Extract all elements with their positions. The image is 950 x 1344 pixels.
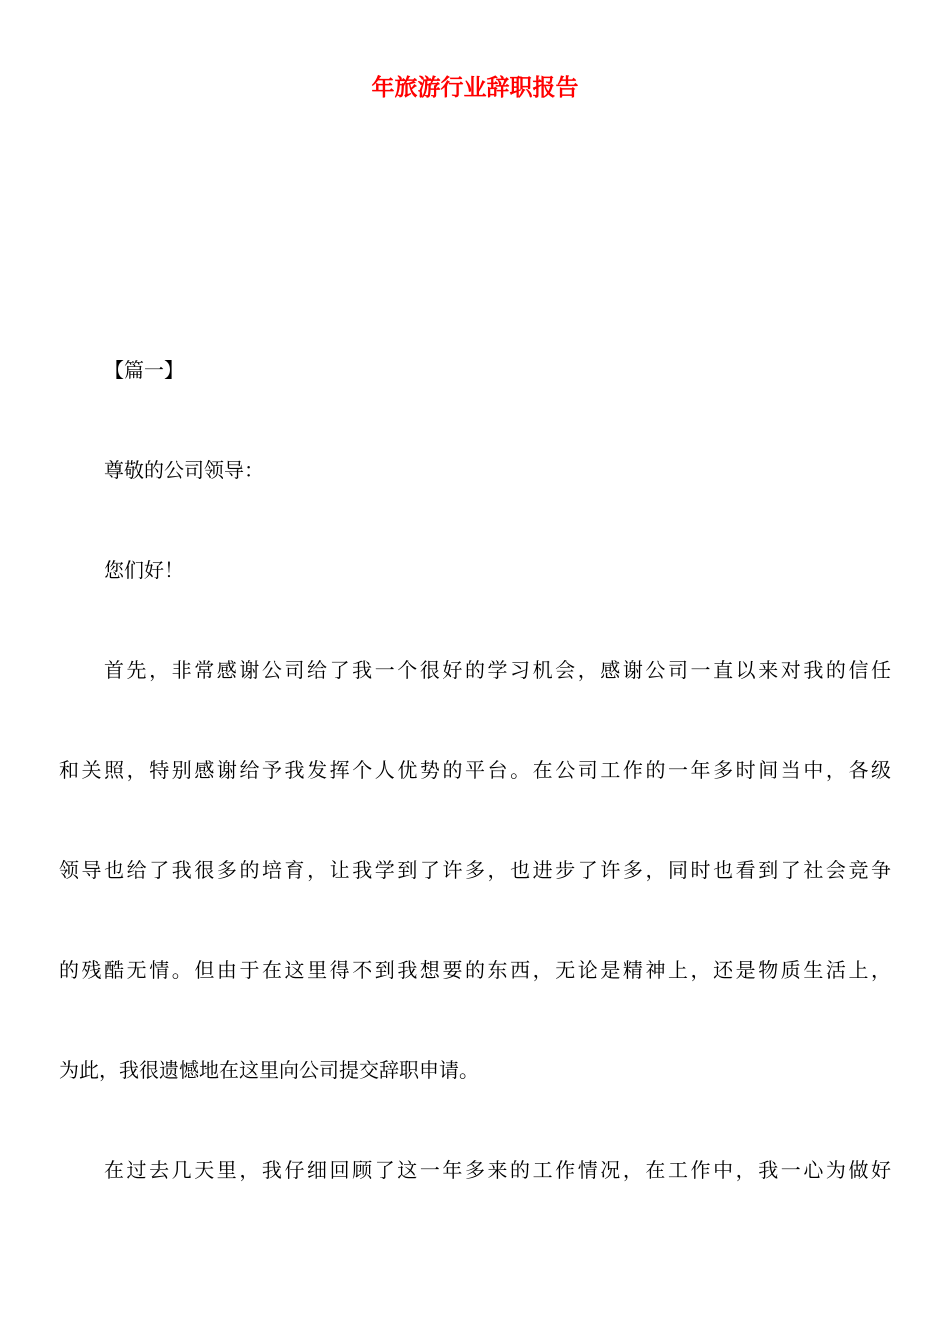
section-heading: 【篇一】 — [104, 358, 184, 382]
paragraph-line: 在过去几天里，我仔细回顾了这一年多来的工作情况，在工作中，我一心为做好 — [104, 1158, 891, 1182]
paragraph-line: 的残酷无情。但由于在这里得不到我想要的东西，无论是精神上，还是物质生活上， — [59, 958, 891, 982]
paragraph-line: 为此，我很遗憾地在这里向公司提交辞职申请。 — [59, 1058, 479, 1082]
greeting: 您们好！ — [104, 558, 184, 582]
salutation: 尊敬的公司领导： — [104, 458, 264, 482]
paragraph-line: 首先，非常感谢公司给了我一个很好的学习机会，感谢公司一直以来对我的信任 — [104, 658, 891, 682]
paragraph-line: 领导也给了我很多的培育，让我学到了许多，也进步了许多，同时也看到了社会竞争 — [59, 858, 891, 882]
paragraph-line: 和关照，特别感谢给予我发挥个人优势的平台。在公司工作的一年多时间当中，各级 — [59, 758, 891, 782]
document-title: 年旅游行业辞职报告 — [371, 75, 579, 101]
